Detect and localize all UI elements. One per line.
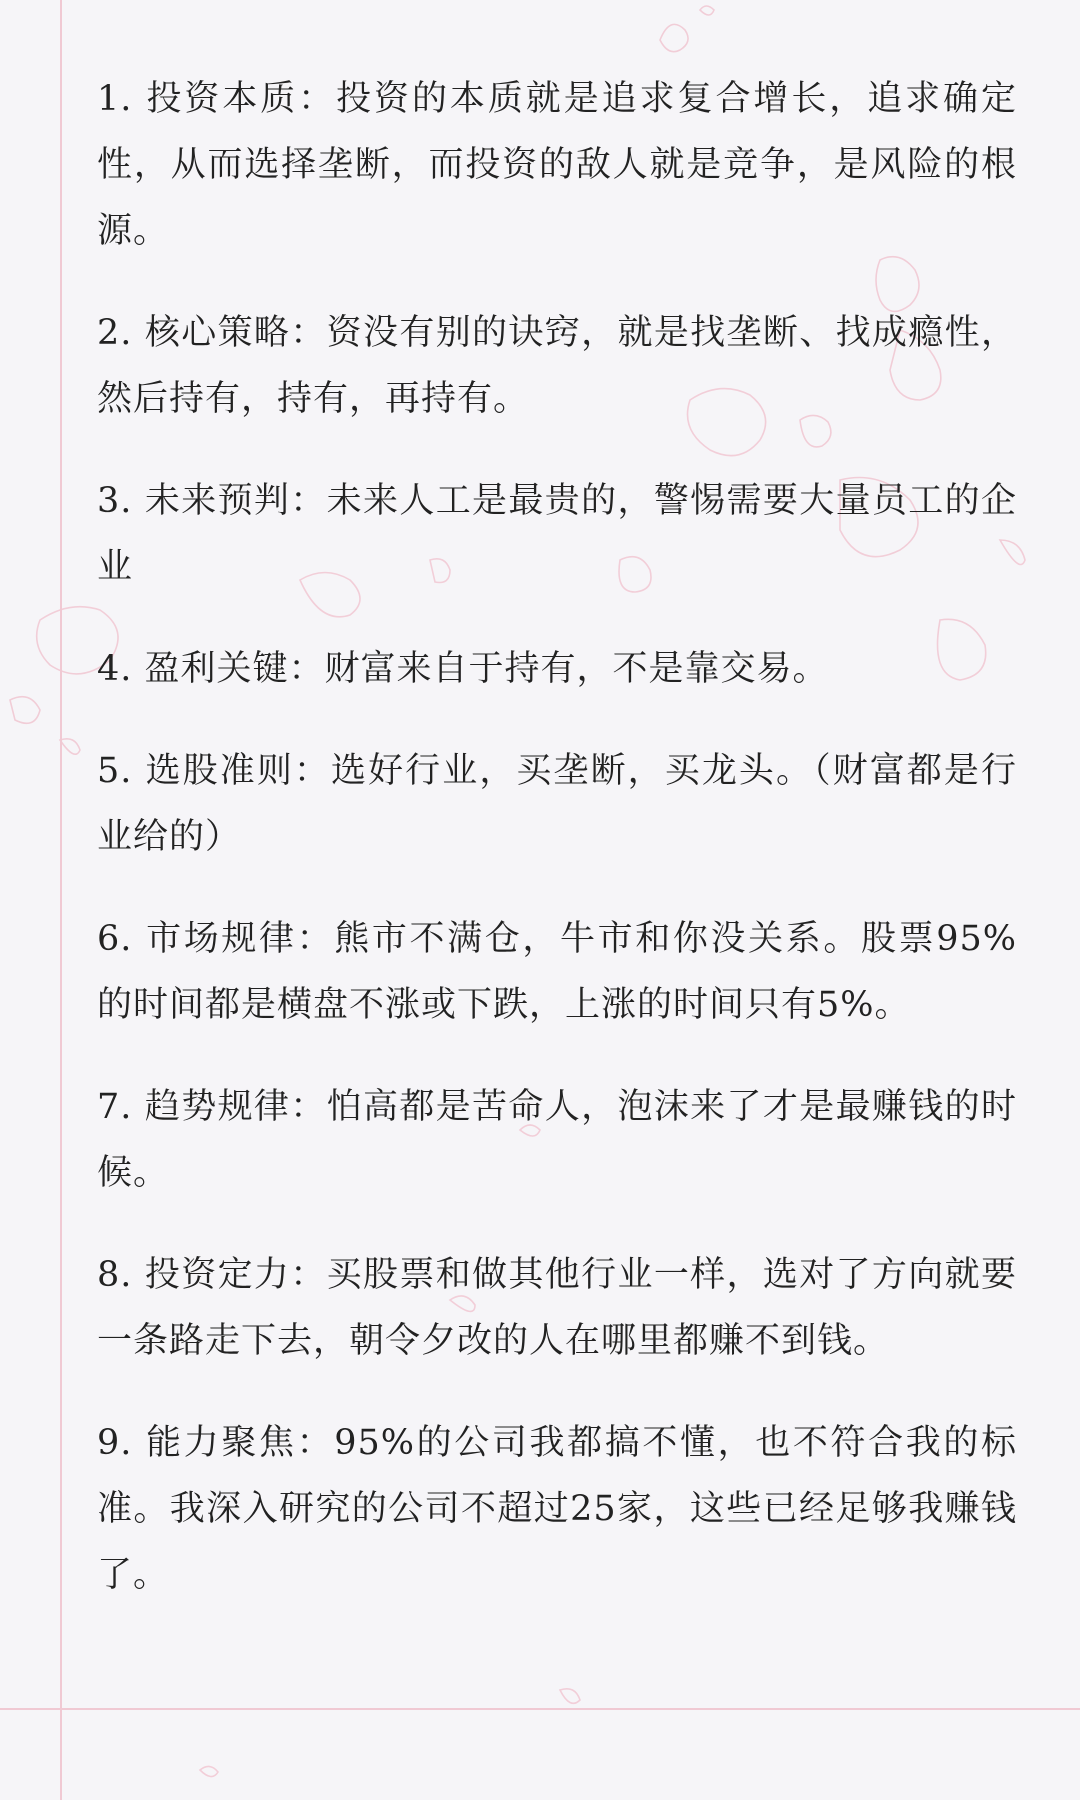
list-item: 2. 核心策略：资没有别的诀窍，就是找垄断、找成瘾性，然后持有，持有，再持有。 (97, 313, 1017, 419)
list-item: 1. 投资本质：投资的本质就是追求复合增长，追求确定性，从而选择垄断，而投资的敌人就是竞争，是风险的根源。 (97, 79, 1017, 251)
margin-line (60, 0, 62, 1800)
list-item: 9. 能力聚焦：95%的公司我都搞不懂，也不符合我的标准。我深入研究的公司不超过25家，这些已经足够我赚钱了。 (97, 1423, 1017, 1595)
list-item: 6. 市场规律：熊市不满仓，牛市和你没关系。股票95%的时间都是横盘不涨或下跌，上涨的时间只有5%。 (97, 919, 1017, 1025)
quote-list (97, 66, 1017, 1644)
list-item: 7. 趋势规律：怕高都是苦命人，泡沫来了才是最赚钱的时候。 (97, 1087, 1017, 1193)
list-item: 4. 盈利关键：财富来自于持有，不是靠交易。 (97, 649, 829, 689)
list-item: 5. 选股准则：选好行业，买垄断，买龙头。（财富都是行业给的） (97, 751, 1017, 857)
list-item: 8. 投资定力：买股票和做其他行业一样，选对了方向就要一条路走下去，朝令夕改的人在哪里都赚不到钱。 (97, 1255, 1017, 1361)
list-item: 3. 未来预判：未来人工是最贵的，警惕需要大量员工的企业 (97, 481, 1017, 587)
bottom-rule-line (0, 1708, 1080, 1710)
